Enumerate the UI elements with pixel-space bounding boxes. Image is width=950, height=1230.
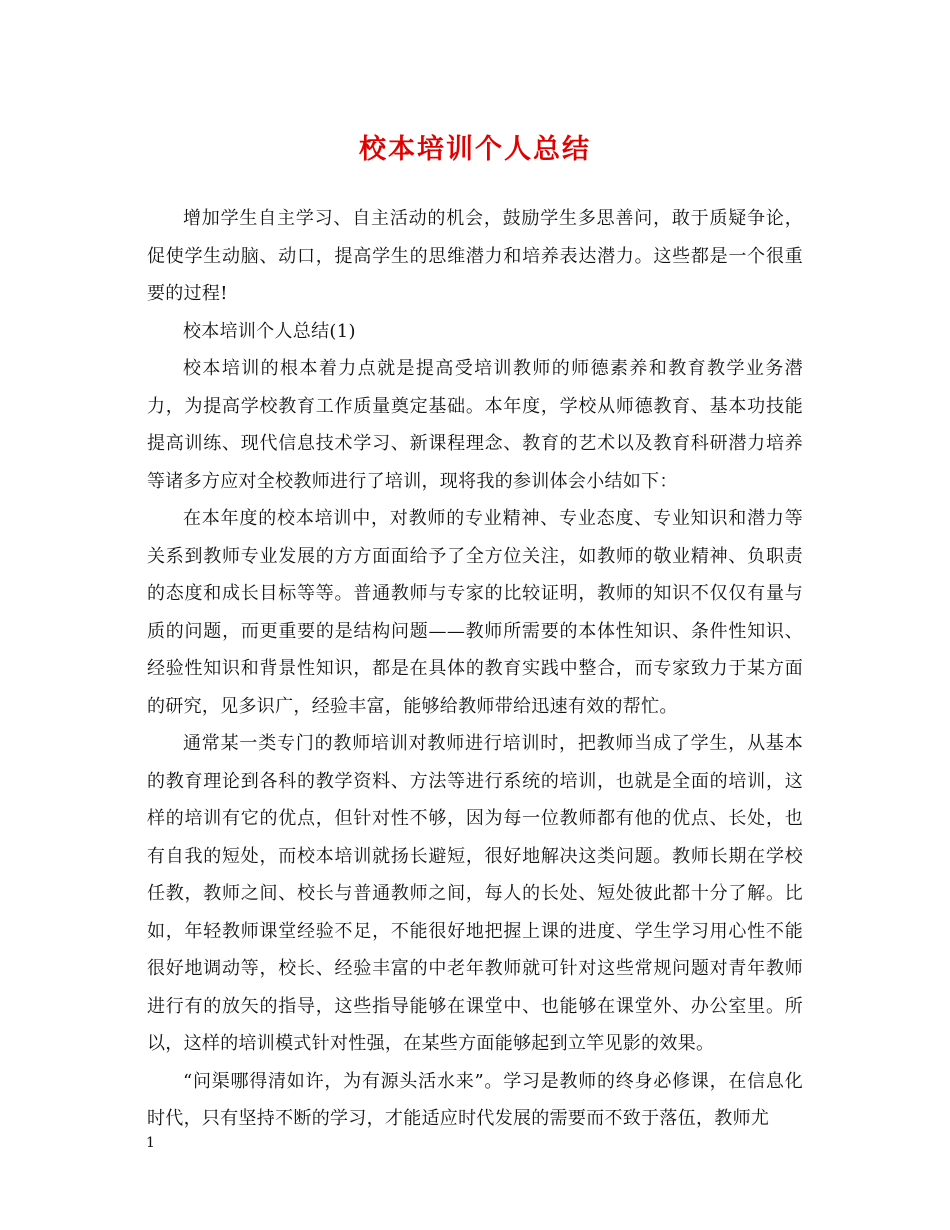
page-number: 1 <box>146 1135 155 1151</box>
paragraph-4: 在本年度的校本培训中，对教师的专业精神、专业态度、专业知识和潜力等关系到教师专业发展的方方面面给予了全方位关注，如教师的敬业精神、负职责的态度和成长目标等等。普通教师与专家的比较证明，教师的知识不仅仅有量与质的问题，而更重要的是结构问题——教师所需要的本体性知识、条件性知识、经验性知识和背景性知识，都是在具体的教育实践中整合，而专家致力于某方面的研究，见多识广，经验丰富，能够给教师带给迅速有效的帮忙。 <box>147 508 803 717</box>
paragraph-6: “问渠哪得清如许，为有源头活水来”。学习是教师的终身必修课，在信息化时代，只有坚持不断的学习，才能适应时代发展的需要而不致于落伍，教师尤 <box>147 1070 803 1129</box>
document-body <box>147 200 803 1138</box>
document-title: 校本培训个人总结 <box>359 134 591 165</box>
paragraph-3: 校本培训的根本着力点就是提高受培训教师的师德素养和教育教学业务潜力，为提高学校教育工作质量奠定基础。本年度，学校从师德教育、基本功技能提高训练、现代信息技术学习、新课程理念、教育的艺术以及教育科研潜力培养等诸多方应对全校教师进行了培训，现将我的参训体会小结如下： <box>147 358 803 492</box>
paragraph-2-subheading: 校本培训个人总结(1) <box>183 320 356 342</box>
paragraph-5: 通常某一类专门的教师培训对教师进行培训时，把教师当成了学生，从基本的教育理论到各科的教学资料、方法等进行系统的培训，也就是全面的培训，这样的培训有它的优点，但针对性不够，因为每一位教师都有他的优点、长处，也有自我的短处，而校本培训就扬长避短，很好地解决这类问题。教师长期在学校任教，教师之间、校长与普通教师之间，每人的长处、短处彼此都十分了解。比如，年轻教师课堂经验不足，不能很好地把握上课的进度、学生学习用心性不能很好地调动等，校长、经验丰富的中老年教师就可针对这些常规问题对青年教师进行有的放矢的指导，这些指导能够在课堂中、也能够在课堂外、办公室里。所以，这样的培训模式针对性强，在某些方面能够起到立竿见影的效果。 <box>147 733 803 1054</box>
paragraph-1: 增加学生自主学习、自主活动的机会，鼓励学生多思善问，敢于质疑争论，促使学生动脑、动口，提高学生的思维潜力和培养表达潜力。这些都是一个很重要的过程! <box>147 208 803 304</box>
